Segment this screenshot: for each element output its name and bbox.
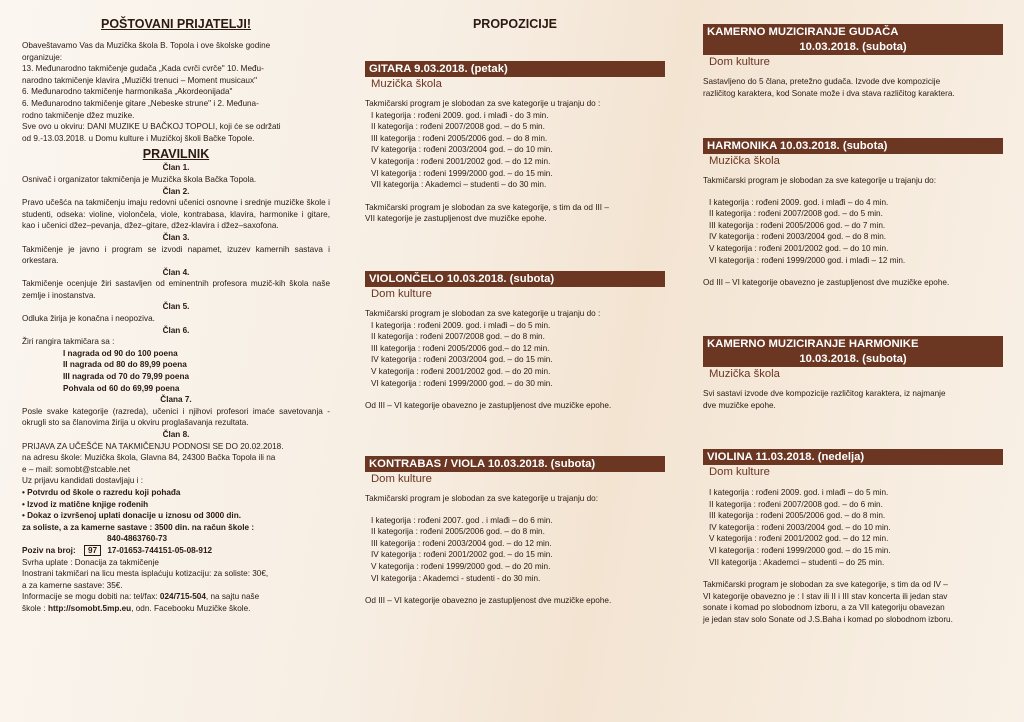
article-text: Odluka žirija je konačna i neopoziva. — [22, 314, 155, 324]
article-text: Takmičenje ocenjuje žiri sastavljen od eminentnih profesora muzič-kih škola naše zemlje i inostanstva. — [22, 279, 330, 300]
section-bar: KAMERNO MUZICIRANJE HARMONIKE — [703, 336, 1003, 352]
middle-column — [365, 0, 665, 722]
section-gitara — [365, 61, 665, 225]
section-note: Od III – VI kategorije obavezno je zastupljenost dve muzičke epohe. — [703, 278, 950, 288]
category-line: VII kategorija : Akademci – studenti – do 25 min. — [709, 557, 885, 567]
application-docs-intro: Uz prijavu kandidati dostavljaju i : — [22, 476, 144, 486]
reference-label: Poziv na broj: — [22, 545, 76, 555]
info-text: škole : — [22, 603, 48, 613]
section-bar: VIOLONČELO 10.03.2018. (subota) — [365, 271, 665, 287]
category-line: IV kategorija : rođeni 2001/2002 god. – do 15 min. — [371, 550, 553, 560]
article-heading: Član 8. — [162, 430, 190, 439]
section-venue: Dom kulture — [371, 288, 432, 300]
category-line: V kategorija : rođeni 2001/2002 god. – do 20 min. — [371, 366, 551, 376]
bank-account: 840-4863760-73 — [107, 534, 168, 544]
reference-line — [22, 545, 330, 557]
application-deadline: PRIJAVA ZA UČEŠĆE NA TAKMIČENJU PODNOSI SE DO 20.02.2018. — [22, 441, 284, 451]
website-link[interactable]: http://somobt.5mp.eu — [47, 603, 132, 613]
prize-line: II nagrada od 80 do 89,99 poena — [63, 360, 187, 370]
info-text: , odn. Facebooku Muzičke škole. — [131, 603, 251, 613]
phone-number: 024/715-504 — [159, 592, 206, 602]
intro-line: Sve ovo u okviru: DANI MUZIKE U BAČKOJ TOPOLI, koji će se održati — [22, 122, 281, 132]
category-line: IV kategorija : rođeni 2003/2004 god. – do 8 min. — [709, 232, 887, 242]
section-note: je jedan stav solo Sonate od J.S.Baha i komad po slobodnom izboru. — [703, 614, 953, 624]
category-line: IV kategorija : rođeni 2003/2004 god. – do 15 min. — [371, 355, 553, 365]
article-text: Posle svake kategorije (razreda), učenici i njihovi profesori imaće savetovanja - okrugli sto sa članovima žirija u okviru proglašavanja rezultata. — [22, 406, 330, 428]
intro-line: 13. Međunarodno takmičenje gudača „Kada cvrči cvrče" 10. Među- — [22, 64, 264, 74]
category-line: II kategorija : rođeni 2005/2006 god. – do 8 min. — [371, 527, 545, 537]
section-bar-date: 10.03.2018. (subota) — [703, 40, 1003, 55]
category-line: VII kategorija : Akademci – studenti – do 30 min. — [371, 180, 547, 190]
intro-line: rodno takmičenje džez muzike. — [22, 110, 135, 120]
section-note: VII kategorije je zastupljenost dve muzičke epohe. — [365, 214, 547, 224]
fee-line: za soliste, a za kamerne sastave : 3500 din. na račun škole : — [22, 522, 255, 532]
right-column — [703, 0, 1003, 722]
article-heading: Član 1. — [162, 163, 190, 173]
category-line: V kategorija : rođeni 1999/2000 god. – do 20 min. — [371, 561, 551, 571]
section-venue: Muzička škola — [709, 368, 780, 380]
section-note: dve muzičke epohe. — [703, 400, 776, 410]
section-bar: KAMERNO MUZICIRANJE GUDAČA — [703, 24, 1003, 40]
article-heading: Član 4. — [162, 267, 190, 277]
doc-bullet: • Potvrdu od škole o razredu koji pohađa — [22, 487, 181, 497]
category-line: VI kategorija : rođeni 1999/2000 god. – do 15 min. — [709, 545, 891, 555]
reference-box: 97 — [84, 545, 101, 556]
section-note: VI kategorije obavezno je : I stav ili II i III stav koncerta ili jedan stav — [703, 591, 948, 601]
section-note: Takmičarski program je slobodan za sve kategorije, s tim da od IV – — [703, 580, 948, 590]
article-text: Osnivač i organizator takmičenja je Muzička škola Bačka Topola. — [22, 174, 257, 184]
section-note: Takmičarski program je slobodan za sve kategorije, s tim da od III – — [365, 202, 609, 212]
category-line: I kategorija : rođeni 2009. god. i mlađi - do 3 min. — [371, 110, 549, 120]
intro-text — [22, 40, 330, 144]
greeting-title: POŠTOVANI PRIJATELJI! — [100, 17, 252, 31]
article-heading: Član 3. — [162, 232, 190, 242]
rules-title: PRAVILNIK — [142, 147, 210, 162]
category-line: II kategorija : rođeni 2007/2008 god. – do 6 min. — [709, 499, 883, 509]
category-line: I kategorija : rođeni 2009. god. i mlađi – do 4 min. — [709, 197, 889, 207]
prize-line: III nagrada od 70 do 79,99 poena — [63, 372, 190, 382]
section-note: Svi sastavi izvode dve kompozicije različitog karaktera, iz najmanje — [703, 389, 946, 398]
category-line: VI kategorija : rođeni 1999/2000 god. – do 30 min. — [371, 378, 553, 388]
article-text: Pravo učešća na takmičenju imaju redovni učenici osnovne i srednje muzičke škole i studenti, odseka: violine, violončela, viole, kontrabasa, klavira, harmonike i gitare, kao i učenici džez–pevanja, džez–gitare, džez-klavira i džez–saxofona. — [22, 198, 330, 231]
section-intro: Takmičarski program je slobodan za sve kategorije u trajanju do: — [365, 494, 599, 503]
category-line: VI kategorija : rođeni 1999/2000 god. i mlađi – 12 min. — [709, 255, 906, 265]
category-line: II kategorija : rođeni 2007/2008 god. – do 8 min. — [371, 332, 545, 342]
intro-line: 6. Međunarodno takmičenje gitare „Nebeske strune" i 2. Međuna- — [22, 98, 259, 108]
section-violina — [703, 449, 1003, 626]
section-note: Od III – VI kategorije obavezno je zastupljenost dve muzičke epohe. — [365, 596, 612, 606]
article-text: Takmičenje je javno i program se izvodi napamet, izuzev kamernih sastava i orkestara. — [22, 244, 330, 266]
category-line: VI kategorija : rođeni 1999/2000 god. – do 15 min. — [371, 168, 553, 178]
doc-bullet: • Izvod iz matične knjige rođenih — [22, 499, 149, 509]
section-intro: Takmičarski program je slobodan za sve kategorije u trajanju do : — [365, 99, 601, 108]
category-line: I kategorija : rođeni 2007. god . i mlađi – do 6 min. — [371, 515, 553, 525]
category-line: I kategorija : rođeni 2009. god. i mlađi – do 5 min. — [371, 320, 551, 330]
intro-line: od 9.-13.03.2018. u Domu kulture i Muzičkoj školi Bačke Topole. — [22, 133, 255, 143]
section-bar: KONTRABAS / VIOLA 10.03.2018. (subota) — [365, 456, 665, 472]
doc-bullet: • Dokaz o izvršenoj uplati donacije u iznosu od 3000 din. — [22, 511, 241, 521]
reference-number: 17-01653-744151-05-08-912 — [107, 545, 213, 555]
info-phone — [22, 591, 330, 603]
category-line: III kategorija : rođeni 2003/2004 god. – do 12 min. — [371, 538, 552, 548]
section-kamerno-harmonike — [703, 336, 1003, 411]
category-line: II kategorija : rođeni 2007/2008 god. – do 5 min. — [371, 122, 545, 132]
category-line: VI kategorija : Akademci - studenti - do 30 min. — [371, 573, 541, 583]
foreign-fee-chamber: a za kamerne sastave: 35€. — [22, 580, 123, 590]
section-intro: Takmičarski program je slobodan za sve kategorije u trajanju do: — [703, 176, 937, 185]
category-line: V kategorija : rođeni 2001/2002 god. – do 12 min. — [709, 534, 889, 544]
section-note: različitog karaktera, kod Sonate može i dva stava različitog karaktera. — [703, 88, 955, 98]
section-venue: Muzička škola — [709, 155, 780, 167]
section-note: sonate i komad po slobodnom izboru, a za VII kategoriju obavezan — [703, 603, 945, 613]
application-address: na adresu škole: Muzička škola, Glavna 84, 24300 Bačka Topola ili na — [22, 453, 276, 463]
left-column — [22, 0, 330, 722]
article-heading: Član 5. — [162, 302, 190, 312]
intro-line: 6. Međunarodno takmičenje harmonikaša „Akordeonijada" — [22, 87, 233, 97]
section-violoncelo — [365, 271, 665, 412]
category-line: IV kategorija : rođeni 2003/2004 god. – do 10 min. — [371, 145, 553, 155]
category-line: II kategorija : rođeni 2007/2008 god. – do 5 min. — [709, 209, 883, 219]
section-kontrabas-viola — [365, 456, 665, 607]
section-bar: HARMONIKA 10.03.2018. (subota) — [703, 138, 1003, 154]
intro-line: organizuje: — [22, 52, 63, 62]
propositions-title: PROPOZICIJE — [472, 17, 558, 31]
article-heading: Člana 7. — [160, 395, 192, 405]
section-harmonika — [703, 138, 1003, 289]
article-heading: Član 2. — [162, 186, 190, 196]
section-bar: GITARA 9.03.2018. (petak) — [365, 61, 665, 77]
category-line: V kategorija : rođeni 2001/2002 god. – do 12 min. — [371, 156, 551, 166]
info-text: Informacije se mogu dobiti na: tel/fax: — [22, 592, 160, 602]
application-email: e – mail: somobt@stcable.net — [22, 464, 130, 474]
category-line: I kategorija : rođeni 2009. god. i mlađi – do 5 min. — [709, 488, 889, 497]
payment-purpose: Svrha uplate : Donacija za takmičenje — [22, 557, 159, 567]
section-venue: Dom kulture — [371, 473, 432, 485]
foreign-fee: Inostrani takmičari na licu mesta isplaćuju kotizaciju: za soliste: 30€, — [22, 569, 269, 579]
section-intro: Takmičarski program je slobodan za sve kategorije u trajanju do : — [365, 309, 601, 318]
category-line: III kategorija : rođeni 2005/2006 god. – do 7 min. — [709, 220, 886, 230]
section-venue: Muzička škola — [371, 78, 442, 90]
section-venue: Dom kulture — [709, 466, 770, 478]
section-note: Od III – VI kategorije obavezno je zastupljenost dve muzičke epohe. — [365, 401, 612, 411]
article-text: Žiri rangira takmičara sa : — [22, 337, 115, 347]
prize-line: Pohvala od 60 do 69,99 poena — [63, 383, 180, 393]
category-line: IV kategorija : rođeni 2003/2004 god. – do 10 min. — [709, 522, 891, 532]
prize-line: I nagrada od 90 do 100 poena — [63, 348, 178, 358]
section-kamerno-gudaca — [703, 24, 1003, 99]
section-bar-date: 10.03.2018. (subota) — [703, 352, 1003, 367]
category-line: V kategorija : rođeni 2001/2002 god. – do 10 min. — [709, 243, 889, 253]
info-web — [22, 603, 330, 615]
category-line: III kategorija : rođeni 2005/2006 god.– do 12 min. — [371, 343, 550, 353]
info-text: , na sajtu naše — [205, 592, 260, 602]
section-bar: VIOLINA 11.03.2018. (nedelja) — [703, 449, 1003, 465]
category-line: III kategorija : rođeni 2005/2006 god. – do 8 min. — [709, 511, 886, 521]
category-line: III kategorija : rođeni 2005/2006 god. – do 8 min. — [371, 133, 548, 143]
section-note: Sastavljeno do 5 člana, pretežno gudača. Izvode dve kompozicije — [703, 77, 941, 86]
intro-line: narodno takmičenje klavira „Muzički trenuci – Moment musicaux" — [22, 75, 257, 85]
article-heading: Član 6. — [162, 325, 190, 335]
intro-line: Obaveštavamo Vas da Muzička škola B. Topola i ove školske godine — [22, 41, 271, 50]
section-venue: Dom kulture — [709, 56, 770, 68]
